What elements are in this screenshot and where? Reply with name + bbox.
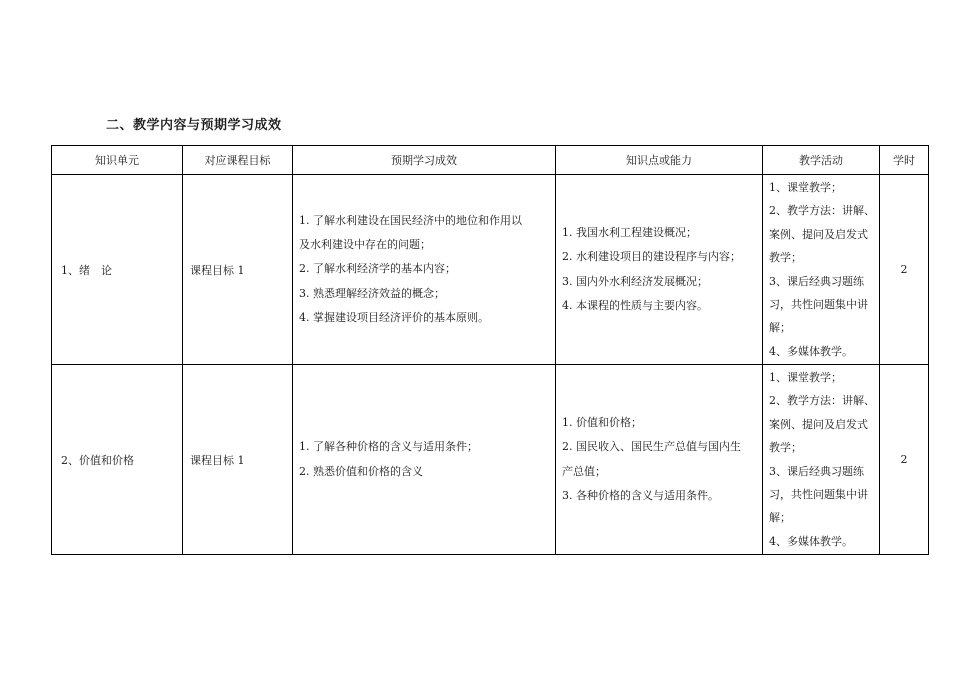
activity-line: 2、教学方法：讲解、 — [769, 204, 875, 218]
outcome-line: 1. 了解水利建设在国民经济中的地位和作用以 — [299, 213, 522, 227]
header-hours: 学时 — [880, 146, 929, 175]
activity-line: 3、课后经典习题练 — [769, 274, 864, 288]
activity-line: 4、多媒体教学。 — [769, 344, 853, 358]
table-header-row — [52, 146, 929, 175]
cell-hours: 2 — [880, 365, 929, 555]
cell-activities — [763, 175, 880, 365]
activity-line: 教学； — [769, 441, 802, 455]
section-title: 二、教学内容与预期学习成效 — [106, 118, 282, 133]
activity-line: 习，共性问题集中讲 — [769, 297, 868, 311]
header-goal: 对应课程目标 — [183, 146, 293, 175]
cell-unit: 1、绪 论 — [52, 175, 183, 365]
knowledge-line: 1. 价值和价格； — [562, 416, 642, 430]
header-unit: 知识单元 — [52, 146, 183, 175]
activity-line: 4、多媒体教学。 — [769, 534, 853, 548]
header-outcomes: 预期学习成效 — [293, 146, 556, 175]
outcome-line: 2. 了解水利经济学的基本内容； — [299, 262, 456, 276]
activity-line: 解； — [769, 511, 791, 525]
activity-line: 1、课堂教学； — [769, 180, 842, 194]
syllabus-table — [51, 145, 929, 555]
outcome-line: 4. 掌握建设项目经济评价的基本原则。 — [299, 310, 489, 324]
activity-line: 案例、提问及启发式 — [769, 227, 868, 241]
knowledge-line: 4. 本课程的性质与主要内容。 — [562, 298, 708, 312]
knowledge-line: 1. 我国水利工程建设概况； — [562, 226, 697, 240]
activity-line: 习，共性问题集中讲 — [769, 487, 868, 501]
cell-knowledge — [556, 365, 763, 555]
table-row — [52, 175, 929, 365]
cell-outcomes — [293, 365, 556, 555]
table-row — [52, 365, 929, 555]
cell-unit: 2、价值和价格 — [52, 365, 183, 555]
knowledge-line: 产总值； — [562, 464, 606, 478]
knowledge-line: 2. 国民收入、国民生产总值与国内生 — [562, 440, 741, 454]
activity-line: 2、教学方法：讲解、 — [769, 394, 875, 408]
knowledge-line: 3. 国内外水利经济发展概况； — [562, 274, 708, 288]
activity-line: 案例、提问及启发式 — [769, 417, 868, 431]
cell-activities — [763, 365, 880, 555]
cell-goal: 课程目标 1 — [183, 175, 293, 365]
outcome-line: 3. 熟悉理解经济效益的概念； — [299, 286, 445, 300]
cell-hours: 2 — [880, 175, 929, 365]
header-activities: 教学活动 — [763, 146, 880, 175]
knowledge-line: 3. 各种价格的含义与适用条件。 — [562, 488, 719, 502]
activity-line: 解； — [769, 321, 791, 335]
cell-goal: 课程目标 1 — [183, 365, 293, 555]
header-knowledge: 知识点或能力 — [556, 146, 763, 175]
activity-line: 1、课堂教学； — [769, 370, 842, 384]
outcome-line: 2. 熟悉价值和价格的含义 — [299, 464, 423, 478]
cell-knowledge — [556, 175, 763, 365]
activity-line: 3、课后经典习题练 — [769, 464, 864, 478]
activity-line: 教学； — [769, 251, 802, 265]
knowledge-line: 2. 水利建设项目的建设程序与内容； — [562, 250, 741, 264]
outcome-line: 1. 了解各种价格的含义与适用条件； — [299, 440, 478, 454]
outcome-line: 及水利建设中存在的问题； — [299, 238, 431, 252]
cell-outcomes — [293, 175, 556, 365]
